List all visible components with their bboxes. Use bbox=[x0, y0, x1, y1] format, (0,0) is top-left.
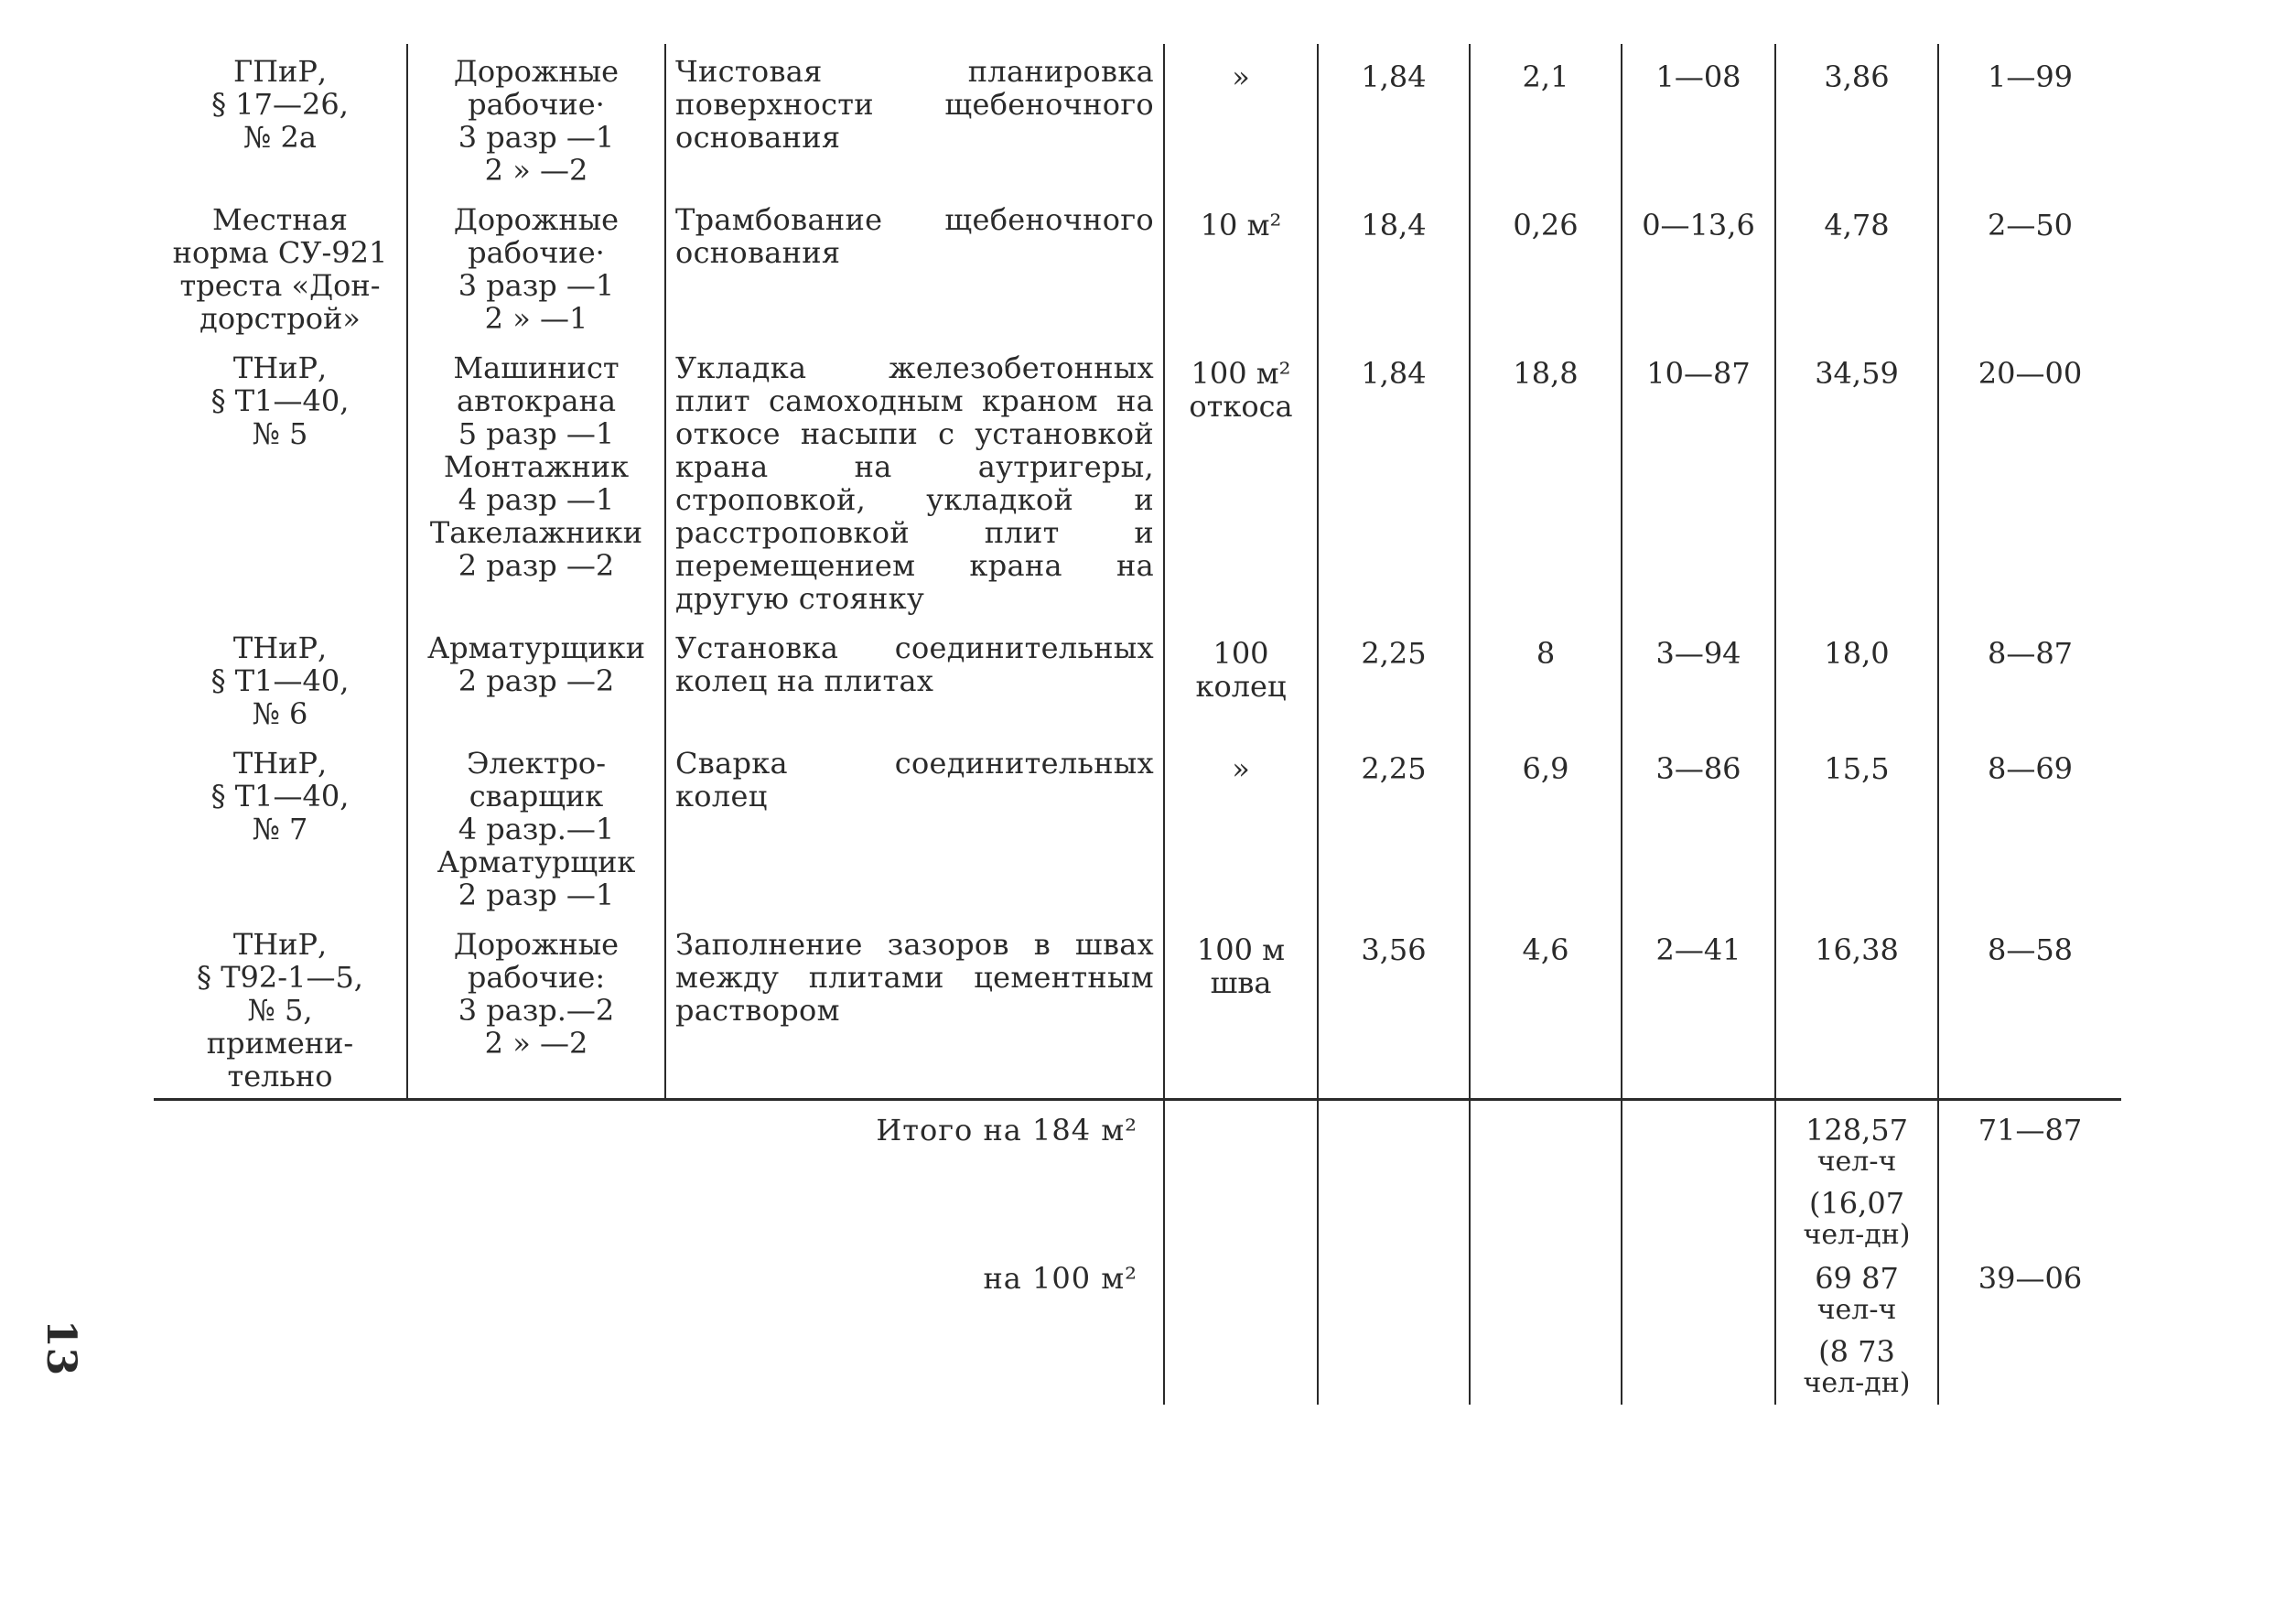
work-description-cell: Укладка железобетонных плит самоходным краном на откосе насыпи с установкой крана на аутригеры, строповкой, укладкой и расстроповкой плит и перемещением крана на другую стоянку bbox=[665, 340, 1164, 620]
work-description-cell: Заполнение зазоров в швах между плитами цементным раствором bbox=[665, 917, 1164, 1100]
rate-cell: 3—86 bbox=[1622, 736, 1775, 917]
norm-source-line: ГПиР, bbox=[232, 54, 328, 89]
norm-source-line: № 7 bbox=[252, 812, 308, 846]
total-row-100 bbox=[154, 1256, 2121, 1405]
worker-line: Арматурщик bbox=[437, 845, 636, 879]
worker-line: Дорожные bbox=[453, 54, 620, 89]
total-per100-labor: 69 87 чел-ч (8 73 чел-дн) bbox=[1775, 1256, 1938, 1405]
unit-cell: » bbox=[1164, 44, 1318, 192]
worker-line: сварщик bbox=[469, 779, 604, 813]
worker-line: 3 разр —1 bbox=[458, 268, 615, 303]
worker-line: 3 разр.—2 bbox=[458, 993, 615, 1028]
norm-source-cell bbox=[154, 44, 407, 192]
workers-cell bbox=[407, 736, 665, 917]
worker-line: 2 разр —1 bbox=[458, 878, 615, 912]
norm-source-line: ТНиР, bbox=[232, 746, 328, 781]
norm-source-cell bbox=[154, 340, 407, 620]
norm-source-line: норма СУ-921 bbox=[172, 235, 388, 270]
norm-source-line: № 5, bbox=[247, 993, 313, 1028]
norm-source-line: треста «Дон- bbox=[179, 268, 381, 303]
norm-source-cell bbox=[154, 192, 407, 340]
volume-cell: 4,6 bbox=[1470, 917, 1622, 1100]
worker-line: Дорожные bbox=[453, 927, 620, 962]
labor-cell: 34,59 bbox=[1775, 340, 1938, 620]
table-row bbox=[154, 340, 2121, 620]
rate-cell: 1—08 bbox=[1622, 44, 1775, 192]
cost-cell: 8—87 bbox=[1938, 620, 2121, 736]
worker-line: 2 разр —2 bbox=[458, 548, 615, 583]
work-description-cell: Трамбование щебеночного основания bbox=[665, 192, 1164, 340]
work-description-cell: Установка соединительных колец на плитах bbox=[665, 620, 1164, 736]
norm-time-cell: 1,84 bbox=[1318, 44, 1470, 192]
unit-cell: 100 м² откоса bbox=[1164, 340, 1318, 620]
labor-cell: 3,86 bbox=[1775, 44, 1938, 192]
cost-cell: 20—00 bbox=[1938, 340, 2121, 620]
norm-source-line: ТНиР, bbox=[232, 927, 328, 962]
worker-line: 2 » —2 bbox=[484, 1026, 588, 1061]
worker-line: 2 » —1 bbox=[484, 301, 588, 336]
unit-cell: 100 м шва bbox=[1164, 917, 1318, 1100]
workers-cell bbox=[407, 44, 665, 192]
table-row bbox=[154, 917, 2121, 1100]
norm-source-line: № 2а bbox=[243, 120, 317, 155]
rate-cell: 3—94 bbox=[1622, 620, 1775, 736]
table-body bbox=[154, 44, 2121, 1100]
norm-source-line: ТНиР, bbox=[232, 630, 328, 665]
worker-line: Машинист bbox=[453, 350, 620, 385]
cost-cell: 1—99 bbox=[1938, 44, 2121, 192]
total-label: Итого на 184 м² bbox=[154, 1100, 1164, 1257]
work-description-cell: Чистовая планировка поверхности щебеночного основания bbox=[665, 44, 1164, 192]
totals-body bbox=[154, 1100, 2121, 1406]
labor-cell: 18,0 bbox=[1775, 620, 1938, 736]
table-row bbox=[154, 192, 2121, 340]
workers-cell bbox=[407, 917, 665, 1100]
norm-source-cell bbox=[154, 620, 407, 736]
work-description-cell: Сварка соединительных колец bbox=[665, 736, 1164, 917]
labor-cell: 4,78 bbox=[1775, 192, 1938, 340]
worker-line: рабочие· bbox=[468, 235, 605, 270]
norm-source-line: примени- bbox=[206, 1026, 354, 1061]
worker-line: Дорожные bbox=[453, 202, 620, 237]
norm-source-line: № 6 bbox=[252, 696, 308, 731]
workers-cell bbox=[407, 340, 665, 620]
worker-line: рабочие· bbox=[468, 87, 605, 122]
norm-source-line: § Т92-1—5, bbox=[197, 960, 363, 995]
page-number: 13 bbox=[38, 1320, 84, 1376]
unit-cell: 10 м² bbox=[1164, 192, 1318, 340]
norm-time-cell: 2,25 bbox=[1318, 620, 1470, 736]
worker-line: автокрана bbox=[456, 383, 617, 418]
norm-source-cell bbox=[154, 917, 407, 1100]
total-per100-label: на 100 м² bbox=[983, 1261, 1137, 1296]
labor-cell: 16,38 bbox=[1775, 917, 1938, 1100]
cost-cell: 2—50 bbox=[1938, 192, 2121, 340]
total-row-184 bbox=[154, 1100, 2121, 1257]
cost-cell: 8—69 bbox=[1938, 736, 2121, 917]
unit-cell: 100 колец bbox=[1164, 620, 1318, 736]
labor-cell: 15,5 bbox=[1775, 736, 1938, 917]
worker-line: 5 разр —1 bbox=[458, 416, 615, 451]
worker-line: 4 разр.—1 bbox=[458, 812, 615, 846]
norm-source-cell bbox=[154, 736, 407, 917]
worker-line: 2 » —2 bbox=[484, 153, 588, 188]
volume-cell: 2,1 bbox=[1470, 44, 1622, 192]
norm-source-line: тельно bbox=[227, 1059, 333, 1093]
norm-source-line: § Т1—40, bbox=[210, 779, 350, 813]
worker-line: 2 разр —2 bbox=[458, 663, 615, 698]
worker-line: Арматурщики bbox=[426, 630, 646, 665]
norm-source-line: дорстрой» bbox=[199, 301, 361, 336]
rate-cell: 10—87 bbox=[1622, 340, 1775, 620]
norm-source-line: § Т1—40, bbox=[210, 383, 350, 418]
norm-time-cell: 3,56 bbox=[1318, 917, 1470, 1100]
workers-cell bbox=[407, 192, 665, 340]
rate-cell: 0—13,6 bbox=[1622, 192, 1775, 340]
norm-source-line: ТНиР, bbox=[232, 350, 328, 385]
norm-source-line: № 5 bbox=[252, 416, 308, 451]
unit-cell: » bbox=[1164, 736, 1318, 917]
total-per100-cost: 39—06 bbox=[1938, 1256, 2121, 1405]
norm-time-cell: 18,4 bbox=[1318, 192, 1470, 340]
workers-cell bbox=[407, 620, 665, 736]
worker-line: Такелажники bbox=[429, 515, 643, 550]
worker-line: 4 разр —1 bbox=[458, 482, 615, 517]
norm-time-cell: 1,84 bbox=[1318, 340, 1470, 620]
worker-line: Монтажник bbox=[443, 449, 630, 484]
norm-source-line: § Т1—40, bbox=[210, 663, 350, 698]
worker-line: 3 разр —1 bbox=[458, 120, 615, 155]
rate-cell: 2—41 bbox=[1622, 917, 1775, 1100]
norm-source-line: § 17—26, bbox=[211, 87, 349, 122]
worker-line: Электро- bbox=[466, 746, 606, 781]
table-row bbox=[154, 736, 2121, 917]
volume-cell: 0,26 bbox=[1470, 192, 1622, 340]
labor-norms-table bbox=[154, 44, 2121, 1405]
total-labor: 128,57 чел-ч (16,07 чел-дн) bbox=[1775, 1100, 1938, 1257]
volume-cell: 8 bbox=[1470, 620, 1622, 736]
total-cost: 71—87 bbox=[1938, 1100, 2121, 1257]
table-row bbox=[154, 44, 2121, 192]
volume-cell: 18,8 bbox=[1470, 340, 1622, 620]
table-row bbox=[154, 620, 2121, 736]
worker-line: рабочие: bbox=[467, 960, 606, 995]
norm-source-line: Местная bbox=[212, 202, 348, 237]
norm-time-cell: 2,25 bbox=[1318, 736, 1470, 917]
cost-cell: 8—58 bbox=[1938, 917, 2121, 1100]
volume-cell: 6,9 bbox=[1470, 736, 1622, 917]
